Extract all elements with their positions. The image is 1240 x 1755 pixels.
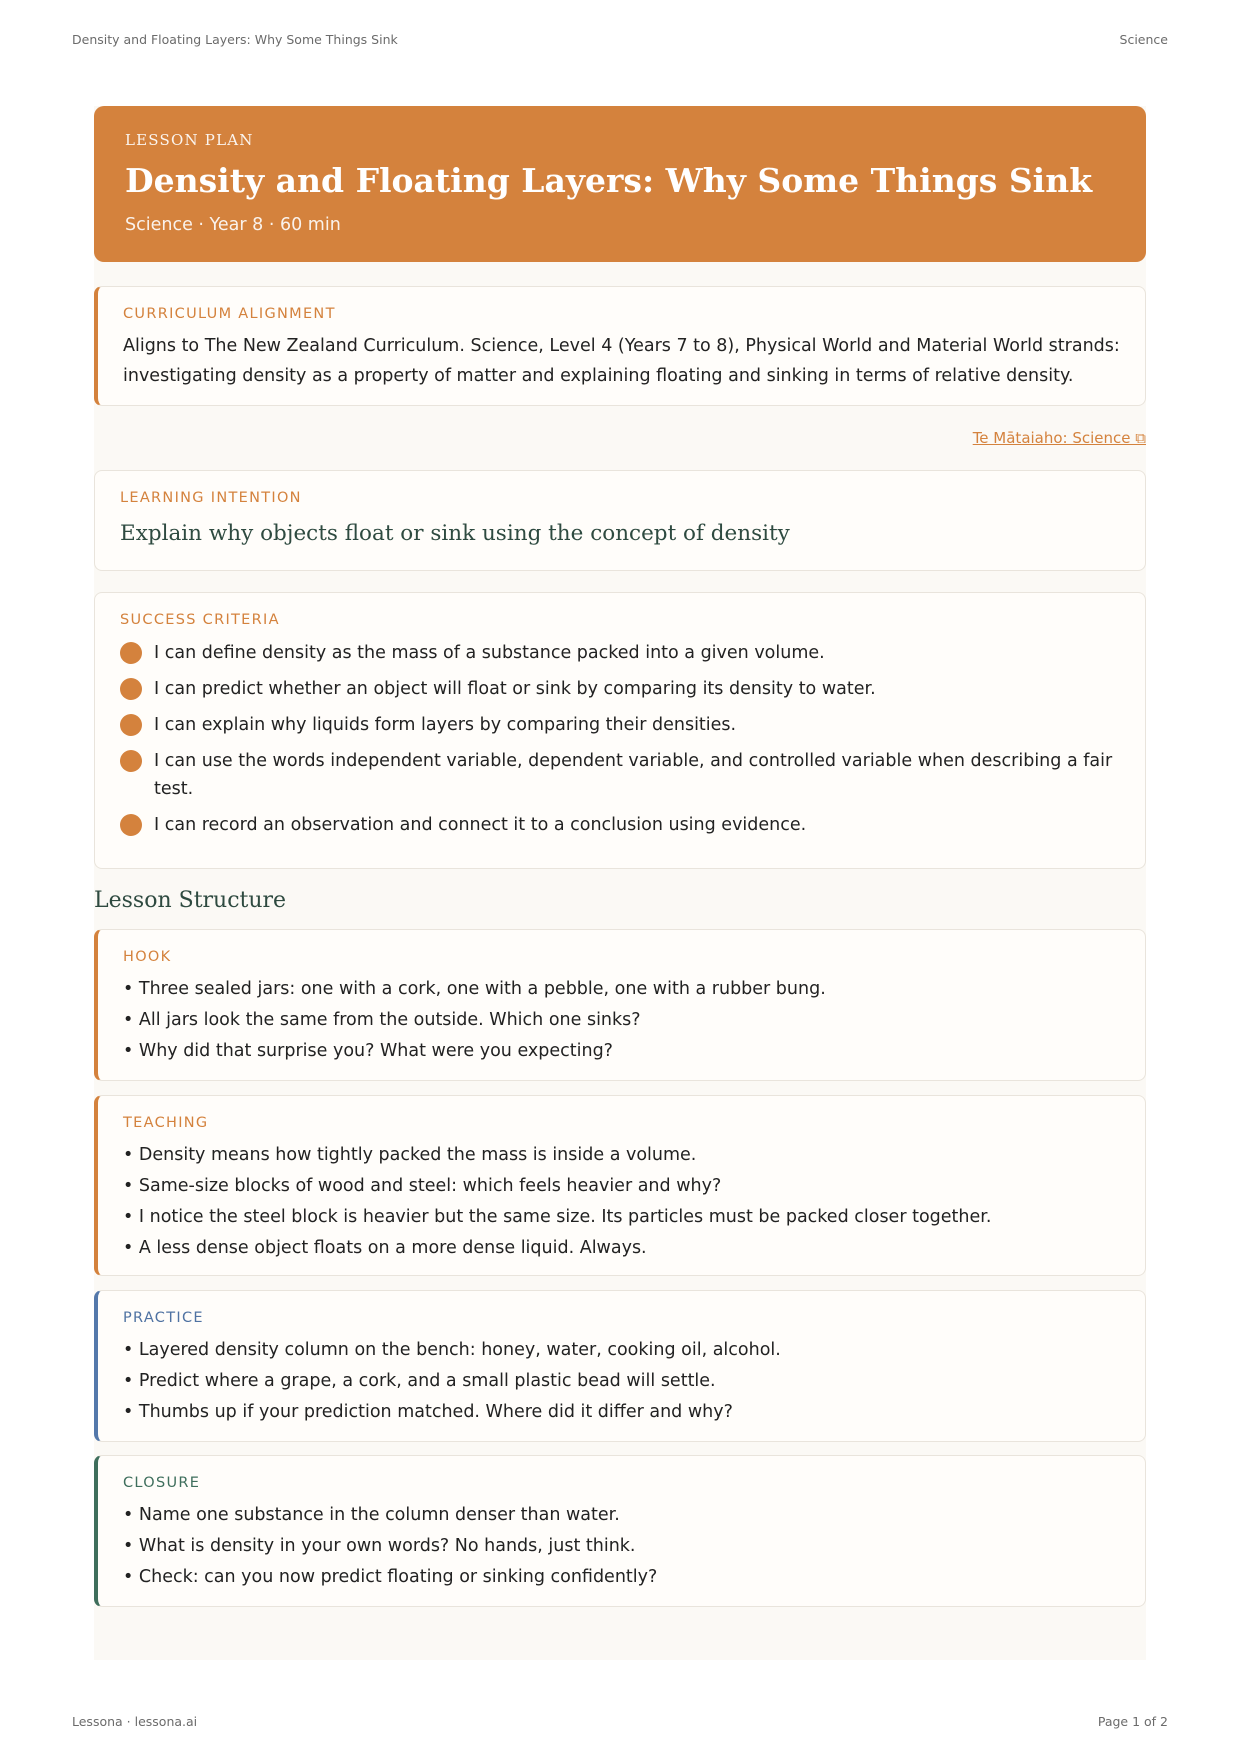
closure-card <box>94 1455 1146 1607</box>
lesson-title: Density and Floating Layers: Why Some Things Sink <box>125 161 1093 200</box>
footer-brand: Lessona · lessona.ai <box>72 1714 198 1729</box>
teaching-card <box>94 1095 1146 1276</box>
curriculum-link[interactable]: Te Mātaiaho: Science ⧉ <box>972 429 1146 447</box>
lesson-structure-heading: Lesson Structure <box>94 888 287 913</box>
criterion-item <box>120 711 1121 739</box>
page-number: Page 1 of 2 <box>1097 1714 1168 1729</box>
page-header <box>72 32 1168 47</box>
success-criteria-card <box>94 592 1146 869</box>
list-item: • A less dense object floats on a more dense liquid. Always. <box>123 1238 647 1258</box>
teaching-label: TEACHING <box>123 1115 209 1131</box>
list-item: • Layered density column on the bench: honey, water, cooking oil, alcohol. <box>123 1340 781 1360</box>
hook-label: HOOK <box>123 949 172 965</box>
lesson-banner <box>94 106 1146 262</box>
criterion-text: I can define density as the mass of a substance packed into a given volume. <box>154 643 825 663</box>
lesson-meta: Science · Year 8 · 60 min <box>125 215 341 235</box>
criterion-text: I can use the words independent variable, dependent variable, and controlled variable when describing a fair test. <box>154 751 1113 799</box>
list-item: • All jars look the same from the outside. Which one sinks? <box>123 1010 641 1030</box>
practice-list <box>123 1335 1121 1428</box>
criterion-text: I can record an observation and connect it to a conclusion using evidence. <box>154 815 807 835</box>
hook-list <box>123 974 1121 1067</box>
hook-card <box>94 929 1146 1081</box>
intention-text: Explain why objects float or sink using the concept of density <box>120 521 790 546</box>
curriculum-card <box>94 286 1146 406</box>
curriculum-text: Aligns to The New Zealand Curriculum. Science, Level 4 (Years 7 to 8), Physical World and Material World strands: investigating density as a property of matter and explaining floating and sinking in terms of relative density. <box>123 336 1120 386</box>
closure-label: CLOSURE <box>123 1475 201 1491</box>
bullet-dot-icon <box>120 814 142 836</box>
criterion-item <box>120 747 1121 803</box>
success-criteria-label: SUCCESS CRITERIA <box>120 612 280 628</box>
page-header-subject: Science <box>1119 32 1168 47</box>
criterion-item <box>120 639 1121 667</box>
page-header-title: Density and Floating Layers: Why Some Things Sink <box>72 32 398 47</box>
list-item: • Predict where a grape, a cork, and a small plastic bead will settle. <box>123 1371 716 1391</box>
criterion-text: I can predict whether an object will float or sink by comparing its density to water. <box>154 679 876 699</box>
learning-intention-card <box>94 470 1146 571</box>
practice-card <box>94 1290 1146 1442</box>
criterion-text: I can explain why liquids form layers by comparing their densities. <box>154 715 737 735</box>
curriculum-label: CURRICULUM ALIGNMENT <box>123 306 336 322</box>
list-item: • Three sealed jars: one with a cork, one with a pebble, one with a rubber bung. <box>123 979 826 999</box>
practice-label: PRACTICE <box>123 1310 204 1326</box>
criteria-list <box>120 639 1121 839</box>
bullet-dot-icon <box>120 678 142 700</box>
list-item: • Same-size blocks of wood and steel: which feels heavier and why? <box>123 1176 722 1196</box>
closure-list <box>123 1500 1121 1593</box>
list-item: • Why did that surprise you? What were you expecting? <box>123 1041 613 1061</box>
bullet-dot-icon <box>120 714 142 736</box>
banner-kicker: LESSON PLAN <box>125 131 254 149</box>
list-item: • Thumbs up if your prediction matched. Where did it differ and why? <box>123 1402 733 1422</box>
list-item: • I notice the steel block is heavier but the same size. Its particles must be packed closer together. <box>123 1207 992 1227</box>
list-item: • What is density in your own words? No hands, just think. <box>123 1536 636 1556</box>
list-item: • Density means how tightly packed the mass is inside a volume. <box>123 1145 697 1165</box>
list-item: • Name one substance in the column denser than water. <box>123 1505 620 1525</box>
criterion-item <box>120 675 1121 703</box>
teaching-list <box>123 1140 1121 1264</box>
page-footer <box>72 1714 1168 1729</box>
bullet-dot-icon <box>120 750 142 772</box>
intention-label: LEARNING INTENTION <box>120 490 302 506</box>
list-item: • Check: can you now predict floating or sinking confidently? <box>123 1567 658 1587</box>
bullet-dot-icon <box>120 642 142 664</box>
criterion-item <box>120 811 1121 839</box>
